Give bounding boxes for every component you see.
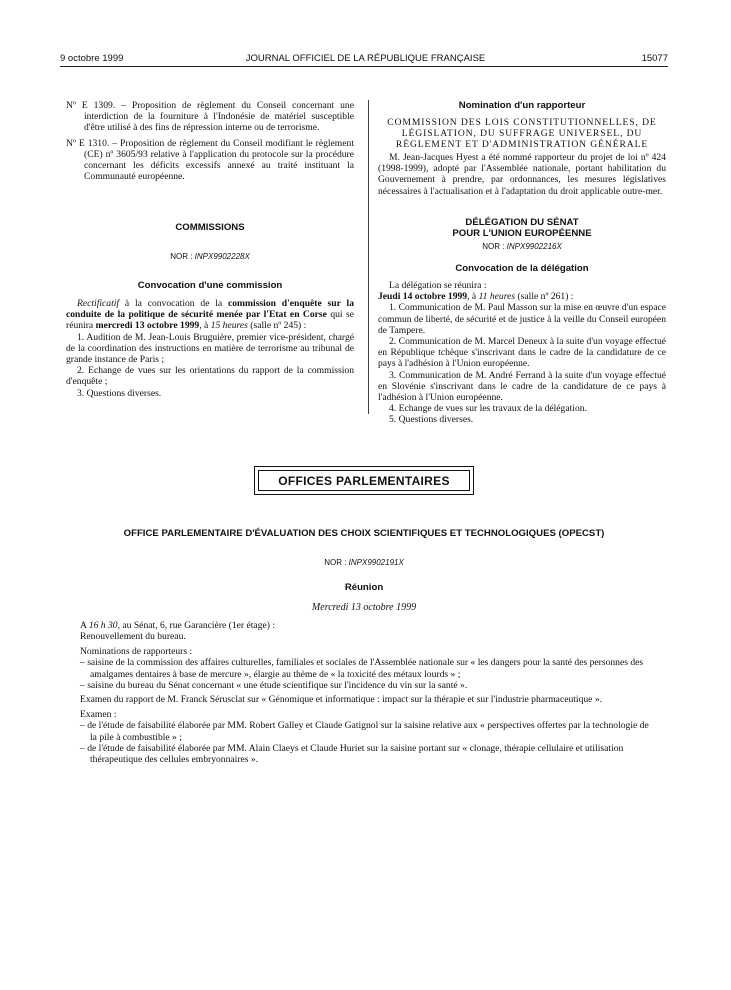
delegation-title: DÉLÉGATION DU SÉNAT POUR L'UNION EUROPÉENNE xyxy=(452,217,592,239)
convocation-delegation-title: Convocation de la délégation xyxy=(455,263,589,274)
proposal-e1310: Nº E 1310. – Proposition de règlement du Conseil modifiant le règlement (CE) nº 3605/93 relative à l'application du protocole sur la procédure concernant les déficits excessifs annexé au traité instituant la Communauté européenne. xyxy=(66,137,354,183)
delegation-intro: La délégation se réunira : xyxy=(389,280,487,291)
agenda-item-3: 3. Questions diverses. xyxy=(77,387,162,399)
proposal-e1309: Nº E 1309. – Proposition de règlement du Conseil concernant une interdiction de la fourniture à l'Indonésie de matériel susceptible d'être utilisé à des fins de répression interne ou de terrorisme. xyxy=(66,100,354,134)
offices-parlementaires-banner xyxy=(254,466,474,495)
delegation-item-2: 2. Communication de M. Marcel Deneux à la suite d'un voyage effectué en République tchèque s'inscrivant dans le cadre de la candidature de ce pays à l'adhésion à l'Union européenne. xyxy=(378,336,666,370)
opecst-body xyxy=(80,620,656,766)
delegation-body xyxy=(378,280,666,426)
left-column xyxy=(66,100,354,182)
nomination-body xyxy=(378,152,666,197)
nor-opecst: NOR : INPX9902191X xyxy=(324,558,404,567)
examen-rapport: Examen du rapport de M. Franck Sérusclat sur « Génomique et informatique : impact sur la thérapie et sur l'industrie pharmaceutique ». xyxy=(80,694,603,706)
delegation-item-4: 4. Echange de vues sur les travaux de la délégation. xyxy=(389,403,587,415)
header-page-number: 15077 xyxy=(641,53,668,64)
delegation-date: Jeudi 14 octobre 1999, à 11 heures (salle nº 261) : xyxy=(378,291,574,303)
nomination-paragraph: M. Jean-Jacques Hyest a été nommé rapporteur du projet de loi nº 424 (1998-1999), adopté par l'Assemblée nationale, portant habilitation du Gouvernement à prendre, par ordonnances, les mesures législatives nécessaires à l'actualisation et à l'adaptation du droit applicable outre-mer. xyxy=(378,152,666,197)
commission-lois-name: COMMISSION DES LOIS CONSTITUTIONNELLES, DE LÉGISLATION, DU SUFFRAGE UNIVERSEL, DU RÈGLEMENT ET D'ADMINISTRATION GÉNÉRALE xyxy=(387,117,657,151)
nomination-item-1: – saisine de la commission des affaires culturelles, familiales et sociales de l'Assemblée nationale sur « les dangers pour la santé des personnes des amalgames dentaires à base de mercure », élargie au thème de « la toxicité des métaux lourds » ; xyxy=(80,657,644,680)
reunion-date: Mercredi 13 octobre 1999 xyxy=(311,602,417,613)
examen-label: Examen : xyxy=(80,708,117,720)
reunion-location: A 16 h 30, au Sénat, 6, rue Garancière (1er étage) : xyxy=(80,620,276,631)
examen-item-2: – de l'étude de faisabilité élaborée par MM. Alain Claeys et Claude Huriet sur la saisine portant sur « clonage, thérapie cellulaire et utilisation thérapeutique des cellules embryonnaires ». xyxy=(80,743,624,766)
section-commissions: COMMISSIONS xyxy=(175,222,245,233)
nor-commissions: NOR : INPX9902228X xyxy=(170,252,250,261)
renouvellement: Renouvellement du bureau. xyxy=(80,631,186,643)
delegation-item-1: 1. Communication de M. Paul Masson sur la mise en œuvre d'un espace commun de liberté, de sécurité et de justice à la veille du Conseil européen de Tampere. xyxy=(378,302,666,336)
opecst-title: OFFICE PARLEMENTAIRE D'ÉVALUATION DES CHOIX SCIENTIFIQUES ET TECHNOLOGIQUES (OPECST) xyxy=(123,528,605,539)
nominations-label: Nominations de rapporteurs : xyxy=(80,645,193,657)
offices-banner-label: OFFICES PARLEMENTAIRES xyxy=(258,470,470,491)
examen-item-1: – de l'étude de faisabilité élaborée par MM. Robert Galley et Claude Gatignol sur la saisine relative aux « perspectives offertes par la technologie de la pile à combustible » ; xyxy=(80,720,649,743)
nor-delegation: NOR : INPX9902216X xyxy=(482,242,562,251)
commission-body xyxy=(66,298,354,399)
reunion-title: Réunion xyxy=(344,582,384,593)
agenda-item-1: 1. Audition de M. Jean-Louis Bruguière, premier vice-président, chargé de la coordination des instructions en matière de terrorisme au tribunal de grande instance de Paris ; xyxy=(66,331,354,366)
nomination-item-2: – saisine du bureau du Sénat concernant « une étude scientifique sur l'incidence du vin sur la santé ». xyxy=(80,680,468,692)
convocation-commission-title: Convocation d'une commission xyxy=(137,280,283,291)
header-journal: JOURNAL OFFICIEL DE LA RÉPUBLIQUE FRANÇAISE xyxy=(245,53,486,64)
column-divider xyxy=(368,100,369,414)
delegation-item-3: 3. Communication de M. André Ferrand à la suite d'un voyage effectué en Slovénie s'inscrivant dans le cadre de la candidature de ce pays à l'adhésion à l'Union européenne. xyxy=(378,369,666,404)
nomination-title: Nomination d'un rapporteur xyxy=(458,100,586,111)
delegation-item-5: 5. Questions diverses. xyxy=(389,414,474,426)
rectificatif: Rectificatif à la convocation de la commission d'enquête sur la conduite de la politique de sécurité menée par l'Etat en Corse qui se réunira mercredi 13 octobre 1999, à 15 heures (salle nº 245) : xyxy=(66,298,354,332)
header-rule xyxy=(60,66,668,67)
header-date: 9 octobre 1999 xyxy=(60,53,124,64)
agenda-item-2: 2. Echange de vues sur les orientations du rapport de la commission d'enquête ; xyxy=(66,365,354,388)
